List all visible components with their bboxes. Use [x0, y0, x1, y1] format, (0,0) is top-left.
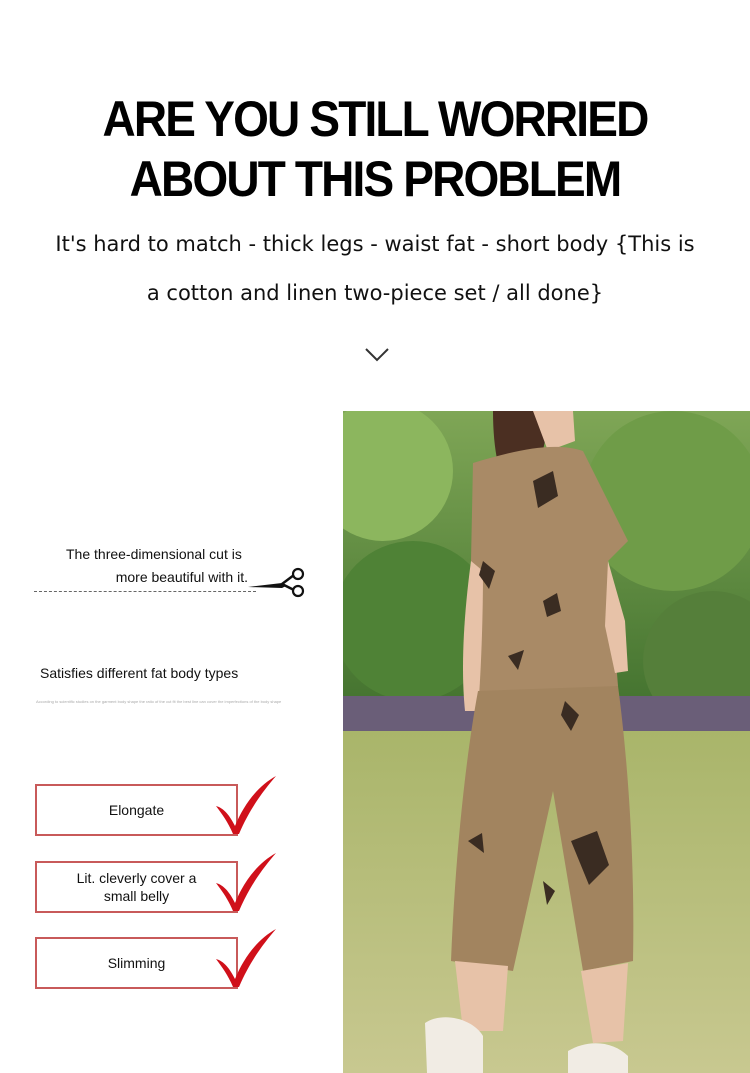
feature-elongate-label: Elongate: [108, 802, 165, 818]
feature-slimming: [35, 937, 238, 989]
chevron-down-icon: [364, 346, 390, 364]
headline-line-1: ARE YOU STILL WORRIED: [102, 91, 648, 147]
cut-line-2: more beautiful with it.: [115, 569, 248, 585]
checkmark-icon: [212, 774, 278, 836]
headline-line-2: ABOUT THIS PROBLEM: [129, 151, 621, 207]
feature-cover-belly: [35, 861, 238, 913]
cut-description: [30, 543, 248, 589]
fat-types-title: Satisfies different fat body types: [40, 665, 239, 681]
cut-dotted-line: [34, 591, 256, 592]
feature-cover-belly-line-2: small belly: [103, 888, 170, 904]
subheading-line-1: It's hard to match - thick legs - waist fat - short body {This is: [55, 232, 695, 256]
feature-slimming-label: Slimming: [107, 955, 166, 971]
checkmark-icon: [212, 927, 278, 989]
scissors-icon: [246, 566, 308, 598]
cut-line-1: The three-dimensional cut is: [66, 546, 242, 562]
checkmark-icon: [212, 851, 278, 913]
subheading-line-2: a cotton and linen two-piece set / all done}: [146, 281, 604, 305]
feature-cover-belly-line-1: Lit. cleverly cover a: [76, 870, 197, 886]
product-photo: [343, 411, 750, 1073]
feature-elongate: [35, 784, 238, 836]
fat-types-fine-print: According to scientific studies on the garment body shape the ratio of the cut fit the best line can cover the imperfections of the body shape: [36, 699, 282, 704]
